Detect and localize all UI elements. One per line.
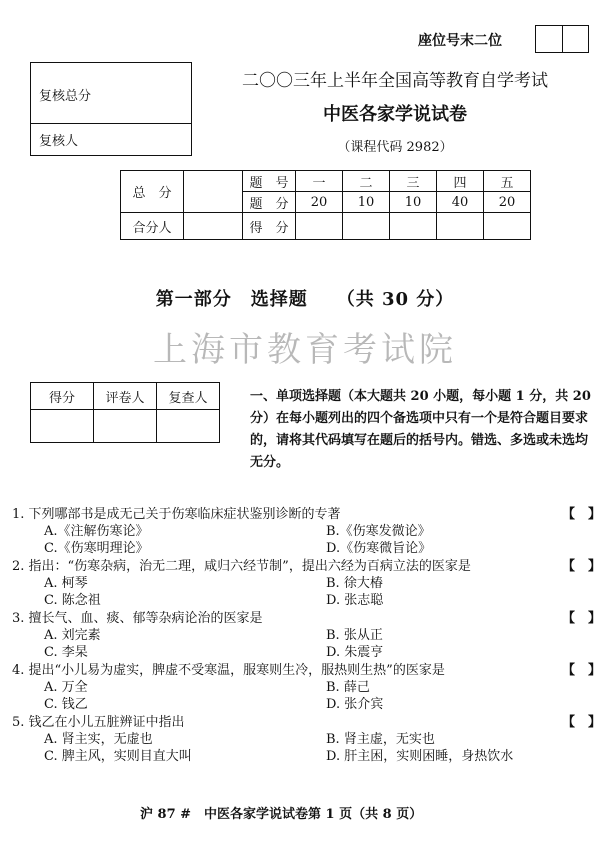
points-value: 40 bbox=[437, 192, 484, 213]
option-d: D. 朱震亨 bbox=[326, 645, 384, 660]
section-instructions bbox=[250, 386, 600, 474]
option-b: B. 徐大椿 bbox=[326, 576, 383, 591]
watermark-text: 上海市教育考试院 bbox=[153, 330, 457, 370]
answer-bracket[interactable]: 【 】 bbox=[562, 507, 602, 522]
question-stem: 2. 指出：“伤寒杂病，治无二理，咸归六经节制”，提出六经为百病立法的医家是 bbox=[12, 559, 471, 574]
option-c: C.《伤寒明理论》 bbox=[44, 541, 149, 556]
option-d: D. 张志聪 bbox=[326, 593, 384, 608]
seat-number-label: 座位号末二位 bbox=[418, 33, 502, 49]
points-label: 题 分 bbox=[243, 192, 296, 213]
grader-header: 得分 bbox=[31, 383, 94, 410]
joint-scorer-cell bbox=[184, 213, 243, 240]
answer-bracket[interactable]: 【 】 bbox=[562, 611, 602, 626]
got-score-cell bbox=[296, 213, 343, 240]
question-number: 四 bbox=[437, 171, 484, 192]
grader-header: 复查人 bbox=[157, 383, 220, 410]
answer-bracket[interactable]: 【 】 bbox=[562, 715, 602, 730]
option-a: A. 万全 bbox=[44, 680, 88, 695]
answer-bracket[interactable]: 【 】 bbox=[562, 559, 602, 574]
option-a: A. 柯琴 bbox=[44, 576, 88, 591]
page-footer: 沪 87 # 中医各家学说试卷第 1 页（共 8 页） bbox=[140, 807, 423, 822]
joint-scorer-label: 合分人 bbox=[121, 213, 184, 240]
option-b: B. 肾主虚，无实也 bbox=[326, 732, 435, 747]
course-code: （课程代码 2982） bbox=[337, 140, 453, 155]
grader-cell bbox=[94, 410, 157, 443]
answer-bracket[interactable]: 【 】 bbox=[562, 663, 602, 678]
grader-table bbox=[30, 382, 220, 443]
option-c: C. 钱乙 bbox=[44, 697, 88, 712]
total-score-cell bbox=[184, 171, 243, 213]
points-value: 10 bbox=[343, 192, 390, 213]
question-number: 一 bbox=[296, 171, 343, 192]
question-stem: 4. 提出“小儿易为虚实，脾虚不受寒温，服寒则生冷，服热则生热”的医家是 bbox=[12, 663, 445, 678]
section-heading: 一、单项选择题 bbox=[250, 389, 342, 404]
review-total-row bbox=[31, 63, 191, 124]
got-score-cell bbox=[390, 213, 437, 240]
option-b: B. 薛己 bbox=[326, 680, 370, 695]
total-score-label: 总 分 bbox=[121, 171, 184, 213]
question-number: 五 bbox=[484, 171, 531, 192]
points-value: 10 bbox=[390, 192, 437, 213]
points-value: 20 bbox=[484, 192, 531, 213]
option-c: C. 陈念祖 bbox=[44, 593, 101, 608]
got-score-cell bbox=[437, 213, 484, 240]
option-c: C. 脾主风，实则目直大叫 bbox=[44, 749, 192, 764]
grader-cell bbox=[31, 410, 94, 443]
question-stem: 5. 钱乙在小儿五脏辨证中指出 bbox=[12, 715, 185, 730]
grader-cell bbox=[157, 410, 220, 443]
option-c: C. 李杲 bbox=[44, 645, 88, 660]
question-number: 三 bbox=[390, 171, 437, 192]
option-d: D. 肝主困，实则困睡，身热饮水 bbox=[326, 749, 514, 764]
review-box bbox=[30, 62, 192, 156]
seat-digit-box bbox=[536, 26, 562, 52]
reviewer-label: 复核人 bbox=[39, 134, 79, 149]
review-total-label: 复核总分 bbox=[39, 89, 92, 104]
got-score-cell bbox=[484, 213, 531, 240]
question-number: 二 bbox=[343, 171, 390, 192]
option-d: D. 张介宾 bbox=[326, 697, 384, 712]
seat-number-boxes bbox=[535, 25, 589, 53]
option-b: B.《伤寒发微论》 bbox=[326, 524, 431, 539]
score-table bbox=[120, 170, 531, 240]
option-a: A. 刘完素 bbox=[44, 628, 101, 643]
option-d: D.《伤寒微旨论》 bbox=[326, 541, 432, 556]
grader-header: 评卷人 bbox=[94, 383, 157, 410]
paper-title: 中医各家学说试卷 bbox=[323, 104, 467, 125]
section-instruction-text: （本大题共 20 小题，每小题 1 分，共 20 分）在每小题列出的四个备选项中只有一个是符合题目要求的，请将其代码填写在题后的括号内。错选、多选或未选均无分。 bbox=[250, 389, 591, 470]
part-title: 第一部分 选择题 （共 30 分） bbox=[155, 289, 455, 310]
option-b: B. 张从正 bbox=[326, 628, 383, 643]
question-stem: 1. 下列哪部书是成无己关于伤寒临床症状鉴别诊断的专著 bbox=[12, 507, 341, 522]
option-a: A.《注解伤寒论》 bbox=[44, 524, 149, 539]
got-score-label: 得 分 bbox=[243, 213, 296, 240]
seat-digit-box bbox=[562, 26, 589, 52]
option-a: A. 肾主实，无虚也 bbox=[44, 732, 153, 747]
question-stem: 3. 擅长气、血、痰、郁等杂病论治的医家是 bbox=[12, 611, 263, 626]
points-value: 20 bbox=[296, 192, 343, 213]
question-number-label: 题 号 bbox=[243, 171, 296, 192]
got-score-cell bbox=[343, 213, 390, 240]
exam-title: 二〇〇三年上半年全国高等教育自学考试 bbox=[242, 71, 548, 91]
